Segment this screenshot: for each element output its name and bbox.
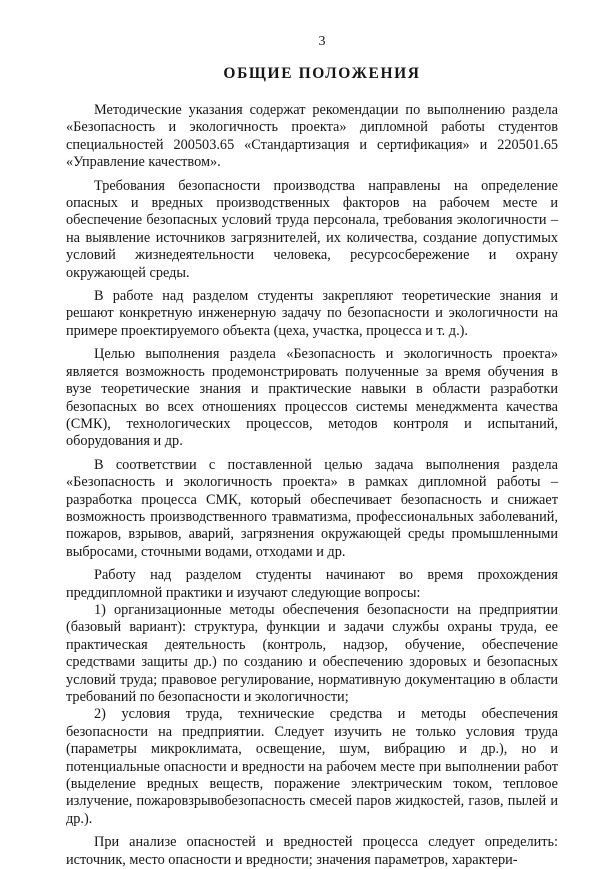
paragraph: Методические указания содержат рекомендации по выполнению раздела «Безопасность и экологичность проекта» дипломной работы студентов специальностей 200503.65 «Стандартизация и сертификация» и 220501.65 «Управление качеством». (66, 102, 558, 171)
list-item: 1) организационные методы обеспечения безопасности на предприятии (базовый вариант): структура, функции и задачи службы охраны труда, ее практическая деятельность (контроль, надзор, обучение, обеспечение средствами защиты др.) по созданию и обеспечению здоровых и безопасных условий труда; правовое регулирование, нормативную документацию в области требований по безопасности и экологичности; (66, 601, 558, 705)
paragraph: Целью выполнения раздела «Безопасность и экологичность проекта» является возможность продемонстрировать полученные за время обучения в вузе теоретические знания и практические навыки в области разработки безопасных во всех отношениях процессов системы менеджмента качества (СМК), технологических процессов, методов контроля и испытаний, оборудования и др. (66, 346, 558, 450)
section-heading: ОБЩИЕ ПОЛОЖЕНИЯ (223, 65, 421, 82)
paragraph: В соответствии с поставленной целью задача выполнения раздела «Безопасность и экологичность проекта» в рамках дипломной работы – разработка процесса СМК, который обеспечивает безопасность и снижает возможность производственного травматизма, профессиональных заболеваний, пожаров, взрывов, аварий, загрязнения окружающей среды промышленными выбросами, сточными водами, отходами и др. (66, 456, 558, 560)
list-item: 2) условия труда, технические средства и методы обеспечения безопасности на предприятии. Следует изучить не только условия труда (параметры микроклимата, освещение, шум, вибрацию и др.), но и потенциальные опасности и вредности на рабочем месте при выполнении работ (выделение вредных веществ, поражение электрическим током, тепловое излучение, пожаровзрывобезопасность смесей паров жидкостей, газов, пылей и др.). (66, 706, 558, 827)
page-number: 3 (318, 34, 326, 49)
paragraph: Требования безопасности производства направлены на определение опасных и вредных производственных факторов на рабочем месте и обеспечение безопасных условий труда персонала, требования экологичности – на выявление источников загрязнителей, их количества, создание допустимых условий жизнедеятельности человека, ресурсосбережение и охрану окружающей среды. (66, 177, 558, 281)
paragraph: При анализе опасностей и вредностей процесса следует определить: источник, место опасности и вредности; значения параметров, характери- (66, 834, 558, 868)
paragraph: Работу над разделом студенты начинают во время прохождения преддипломной практики и изучают следующие вопросы: (66, 567, 558, 601)
paragraph: В работе над разделом студенты закрепляют теоретические знания и решают конкретную инженерную задачу по безопасности и экологичности на примере проектируемого объекта (цеха, участка, процесса и т. д.). (66, 288, 558, 339)
